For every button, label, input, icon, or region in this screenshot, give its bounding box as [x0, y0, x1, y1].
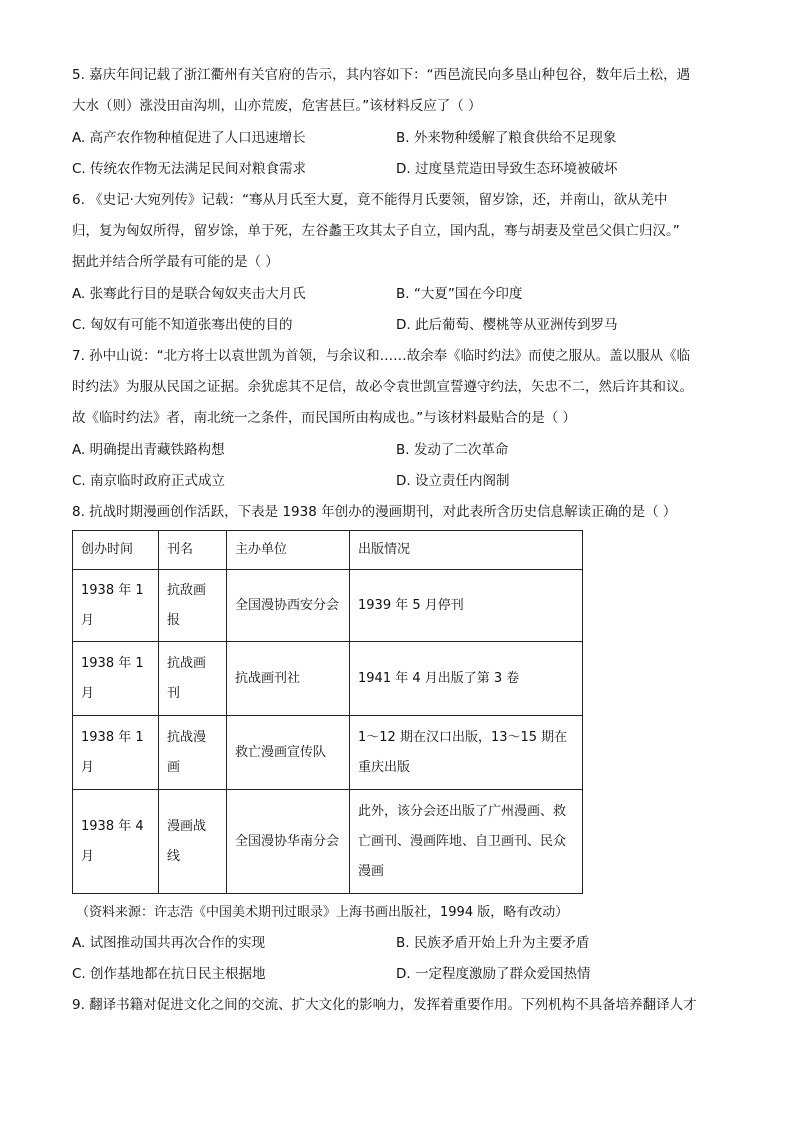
- q7-option-c: C. 南京临时政府正式成立: [72, 473, 226, 489]
- table-cell-publication: 1941 年 4 月出版了第 3 卷: [350, 642, 583, 716]
- q7-option-b: B. 发动了二次革命: [396, 442, 509, 458]
- q5-option-b: B. 外来物种缓解了粮食供给不足现象: [396, 130, 617, 146]
- table-header-cell: 出版情况: [350, 531, 583, 570]
- q6-stem-line1: 6. 《史记·大宛列传》记载：“骞从月氏至大夏，竟不能得月氏要领，留岁馀，还，并南山，欲从羌中: [72, 192, 668, 208]
- table-cell-publication: 此外，该分会还出版了广州漫画、救亡画刊、漫画阵地、自卫画刊、民众漫画: [350, 790, 583, 894]
- q5-option-c: C. 传统农作物无法满足民间对粮食需求: [72, 161, 307, 177]
- table-cell-title: 抗战画刊: [159, 642, 227, 716]
- table-header-cell: 主办单位: [227, 531, 350, 570]
- table-cell-organizer: 全国漫协西安分会: [227, 570, 350, 642]
- q5-stem-line2: 大水（则）涨没田亩沟圳，山亦荒废，危害甚巨。”该材料反应了（ ）: [72, 98, 482, 114]
- q6-option-a: A. 张骞此行目的是联合匈奴夹击大月氏: [72, 286, 306, 302]
- q8-option-d: D. 一定程度激励了群众爱国热情: [396, 966, 591, 982]
- table-row: [73, 716, 583, 790]
- q8-option-c: C. 创作基地都在抗日民主根据地: [72, 966, 266, 982]
- q6-stem-line2: 归，复为匈奴所得，留岁馀，单于死，左谷蠡王攻其太子自立，国内乱，骞与胡妻及堂邑父俱亡归汉。”: [72, 223, 680, 239]
- table-cell-title: 漫画战线: [159, 790, 227, 894]
- q7-option-a: A. 明确提出青藏铁路构想: [72, 442, 225, 458]
- table-header-cell: 创办时间: [73, 531, 159, 570]
- q7-stem-line1: 7. 孙中山说：“北方将士以袁世凯为首领，与余议和……故余奉《临时约法》而使之服从。盖以服从《临: [72, 348, 691, 364]
- q7-stem-line3: 故《临时约法》者，南北统一之条件，而民国所由构成也。”与该材料最贴合的是（ ）: [72, 410, 577, 426]
- q6-option-d: D. 此后葡萄、樱桃等从亚洲传到罗马: [396, 317, 618, 333]
- q8-option-a: A. 试图推动国共再次合作的实现: [72, 935, 266, 951]
- table-header-cell: 刊名: [159, 531, 227, 570]
- table-cell-title: 抗战漫画: [159, 716, 227, 790]
- table-cell-date: 1938 年 1 月: [73, 570, 159, 642]
- table-cell-publication: 1～12 期在汉口出版，13～15 期在重庆出版: [350, 716, 583, 790]
- q7-option-d: D. 设立责任内阁制: [396, 473, 510, 489]
- table-cell-organizer: 救亡漫画宣传队: [227, 716, 350, 790]
- table-source-note: （资料来源：许志浩《中国美术期刊过眼录》上海书画出版社，1994 版，略有改动）: [76, 905, 569, 920]
- table-cell-organizer: 抗战画刊社: [227, 642, 350, 716]
- table-row: [73, 642, 583, 716]
- table-cell-date: 1938 年 4 月: [73, 790, 159, 894]
- table-cell-date: 1938 年 1 月: [73, 642, 159, 716]
- q9-stem-line1: 9. 翻译书籍对促进文化之间的交流、扩大文化的影响力，发挥着重要作用。下列机构不具备培养翻译人才: [72, 997, 697, 1013]
- table-cell-publication: 1939 年 5 月停刊: [350, 570, 583, 642]
- table-cell-title: 抗敌画报: [159, 570, 227, 642]
- q8-stem-line1: 8. 抗战时期漫画创作活跃，下表是 1938 年创办的漫画期刊，对此表所含历史信息解读正确的是（ ）: [72, 504, 677, 520]
- q6-stem-line3: 据此并结合所学最有可能的是（ ）: [72, 254, 279, 270]
- q5-stem-line1: 5. 嘉庆年间记载了浙江衢州有关官府的告示，其内容如下：“西邑流民向多垦山种包谷，数年后土松，遇: [72, 67, 691, 83]
- table-row: [73, 570, 583, 642]
- table-cell-organizer: 全国漫协华南分会: [227, 790, 350, 894]
- q8-option-b: B. 民族矛盾开始上升为主要矛盾: [396, 935, 590, 951]
- q5-option-a: A. 高产农作物种植促进了人口迅速增长: [72, 130, 306, 146]
- q5-option-d: D. 过度垦荒造田导致生态环境被破坏: [396, 161, 618, 177]
- q7-stem-line2: 时约法》为服从民国之证据。余犹虑其不足信，故必令袁世凯宣誓遵守约法，矢忠不二，然后许其和议。: [72, 379, 693, 395]
- q6-option-b: B. “大夏”国在今印度: [396, 286, 523, 302]
- table-cell-date: 1938 年 1 月: [73, 716, 159, 790]
- q6-option-c: C. 匈奴有可能不知道张骞出使的目的: [72, 317, 293, 333]
- table-row: [73, 790, 583, 894]
- table-header-row: [73, 531, 583, 570]
- periodicals-table: [72, 530, 583, 894]
